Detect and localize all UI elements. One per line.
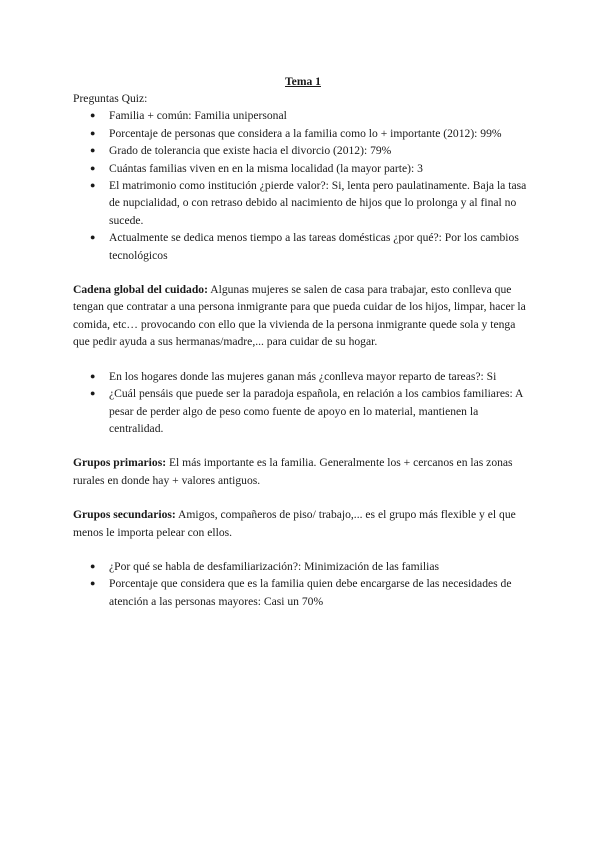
list-item: ● Familia + común: Familia unipersonal [73, 107, 533, 124]
quiz-list [73, 107, 533, 264]
cadena-paragraph [73, 281, 533, 351]
bullet-icon: ● [90, 232, 96, 243]
primarios-paragraph [73, 454, 533, 489]
cadena-text: Algunas mujeres se salen de casa para trabajar, esto conlleva que tengan que contratar a una persona inmigrante para que pueda cuidar de los hijos, limpar, hacer la comida, etc… provocando con ello que la vivienda de la persona inmigrante quede sola y tenga que pedir ayuda a sus hermanas/madre,... para cuidar de su hogar. [73, 283, 526, 349]
bullet-icon: ● [90, 127, 96, 138]
list-item: ● Porcentaje que considera que es la familia quien debe encargarse de las necesidades de atención a las personas mayores: Casi un 70% [90, 577, 512, 608]
bullet-icon: ● [90, 145, 96, 156]
bullet-icon: ● [90, 110, 96, 121]
list-item: ● Grado de tolerancia que existe hacia el divorcio (2012): 79% [73, 142, 533, 159]
quiz-intro: Preguntas Quiz: [73, 92, 148, 105]
final-list [73, 558, 533, 610]
bullet-icon: ● [90, 370, 96, 381]
bullet-icon: ● [90, 560, 96, 571]
list-item: ● Actualmente se dedica menos tiempo a las tareas domésticas ¿por qué?: Por los cambios tecnológicos [90, 231, 519, 262]
list-item: ● Cuántas familias viven en en la misma localidad (la mayor parte): 3 [73, 160, 533, 177]
secundarios-heading: Grupos secundarios: [73, 508, 176, 522]
primarios-text: El más importante es la familia. Generalmente los + cercanos en las zonas rurales en donde hay + valores antiguos. [73, 456, 513, 487]
list-item: ● Porcentaje de personas que considera a la familia como lo + importante (2012): 99% [73, 125, 533, 142]
list-item: ● En los hogares donde las mujeres ganan más ¿conlleva mayor reparto de tareas?: Si [73, 368, 533, 385]
secundarios-paragraph [73, 506, 533, 541]
cadena-heading: Cadena global del cuidado: [73, 283, 208, 297]
primarios-heading: Grupos primarios: [73, 456, 167, 470]
bullet-icon: ● [90, 388, 96, 399]
document-title: Tema 1 [285, 75, 321, 88]
document-page [73, 73, 533, 610]
secundarios-text: Amigos, compañeros de piso/ trabajo,... es el grupo más flexible y el que menos le importa pelear con ellos. [73, 508, 516, 539]
bullet-icon: ● [90, 578, 96, 589]
bullet-icon: ● [90, 162, 96, 173]
list-item: ● El matrimonio como institución ¿pierde valor?: Si, lenta pero paulatinamente. Baja la tasa de nupcialidad, o con retraso debido al nacimiento de hijos que lo prolonga y al final no sucede. [90, 179, 527, 227]
bullet-icon: ● [90, 180, 96, 191]
list-item: ● ¿Cuál pensáis que puede ser la paradoja española, en relación a los cambios familiares: A pesar de perder algo de peso como fuente de apoyo en lo material, mantienen la centralidad. [90, 387, 523, 435]
cadena-list [73, 368, 533, 438]
list-item: ● ¿Por qué se habla de desfamiliarización?: Minimización de las familias [73, 558, 533, 575]
